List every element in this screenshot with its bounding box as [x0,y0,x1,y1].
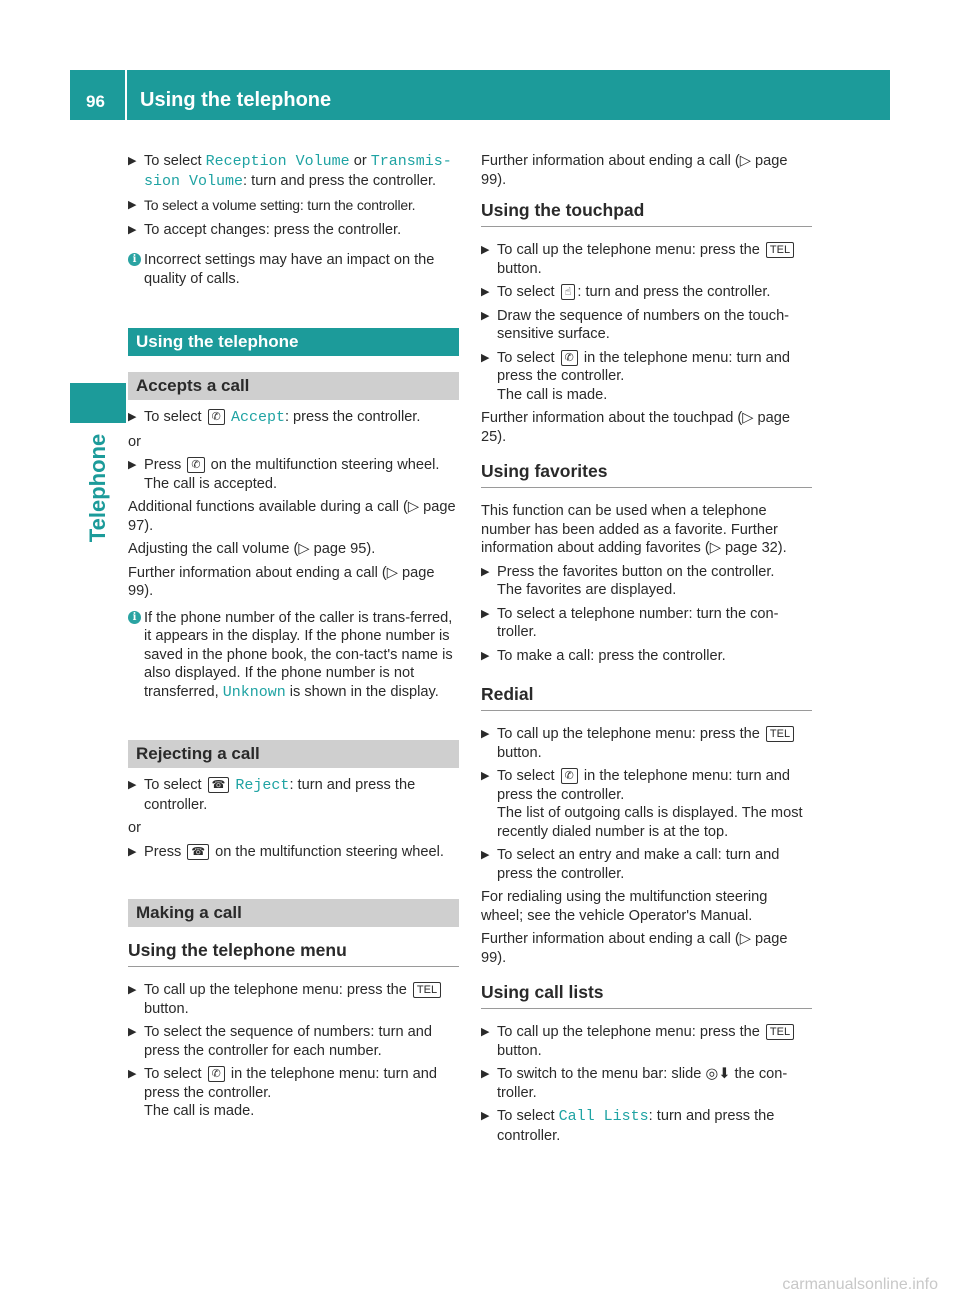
info-note: i Incorrect settings may have an impact on the quality of calls. [128,251,459,288]
step-arrow-icon: ▶ [481,565,490,578]
phone-icon: ✆ [561,350,578,366]
page-title: Using the telephone [140,89,332,111]
section-band: Using the telephone [128,328,459,356]
step-arrow-icon: ▶ [128,155,137,167]
step-arrow-icon: ▶ [128,223,137,236]
phone-button-icon: ✆ [187,457,204,473]
step-arrow-icon: ▶ [481,849,490,861]
display-text-unknown: Unknown [222,683,286,701]
info-icon: i [128,611,141,624]
step: ▶ To call up the telephone menu: press the TEL button. [481,241,812,278]
right-column: Further information about ending a call (▷ page 99). Using the touchpad ▶ To call up the telephone menu: press the TEL button. ▶ To select ☝ : turn and press the controller. ▶ Draw the sequence of numbers on the touch-sensitive surface. ▶ To select ✆ in the telephone menu: turn and press the controller. The call is made. Further information about the touchpad (▷ page 25). Using favorites This function can be used when a telephone number has been added as a favorite. Further information about adding favorites (▷ page 32). ▶ Press the favorites button on the controller. The favorites are displayed. ▶ To select a telephone number: turn the con-troller. ▶ To make a call: press the controller. Redial ▶ To call up the telephone menu: press the TEL button. ▶ To select ✆ in the telephone menu: turn and press the controller. The list of outgoing calls is displayed. The most recently dialed number is at the top. ▶ To select an entry and make a call: turn and press the controller. For redialing using the multifunction steering wheel; see the vehicle Operator's Manual. Further information about ending a call (▷ page 99). Using call lists ▶ To call up the telephone menu: press the TEL button. ▶ To switch to the menu bar: slide ◎⬇ the con-troller. ▶ To select Call Lists: turn and press the controller. [481,152,812,1150]
menu-item-accept: Accept [230,409,285,426]
step-arrow-icon: ▶ [481,728,490,740]
step: ▶ To select a volume setting: turn the controller. [128,197,416,213]
menu-item-transmission-volume: Transmis- [370,153,452,170]
step: ▶ Press ☎ on the multifunction steering wheel. [128,843,444,860]
phone-icon: ✆ [561,768,578,784]
touchpad-icon: ☝ [561,284,576,300]
step-arrow-icon: ▶ [481,286,490,298]
section-heading: Redial [481,683,812,711]
step-arrow-icon: ▶ [128,1026,137,1038]
menu-item-call-lists: Call Lists [558,1108,649,1125]
step-arrow-icon: ▶ [128,1068,137,1080]
controller-slide-down-icon: ◎⬇ [705,1066,731,1082]
subsection-band: Rejecting a call [128,740,459,768]
subsection-band: Making a call [128,899,459,927]
step: ▶ To select Reception Volume or Transmis- sion Volume: turn and press the controller. [128,153,452,190]
step: ▶ To select ✆ in the telephone menu: turn and press the controller. The call is made. [128,1066,438,1119]
section-tab-marker [70,383,126,423]
step-arrow-icon: ▶ [481,770,490,782]
step-arrow-icon: ▶ [481,1068,490,1080]
step-arrow-icon: ▶ [128,779,137,791]
section-label: Telephone [85,433,110,543]
step: ▶ To call up the telephone menu: press the TEL button. [481,1023,812,1060]
step: ▶ Draw the sequence of numbers on the touch-sensitive surface. [481,307,790,342]
hang-up-icon: ☎ [208,777,230,793]
step-arrow-icon: ▶ [481,351,490,364]
section-heading: Using the telephone menu [128,939,459,967]
step: ▶ Press the favorites button on the controller. The favorites are displayed. [481,563,775,598]
subsection-band: Accepts a call [128,372,459,400]
step: ▶ To make a call: press the controller. [481,647,726,664]
step-arrow-icon: ▶ [481,607,490,620]
step: ▶ To accept changes: press the controller. [128,221,402,238]
step: ▶ To select an entry and make a call: turn and press the controller. [481,847,780,882]
step: ▶ To select ✆ in the telephone menu: turn and press the controller. The call is made. [481,349,791,403]
step-arrow-icon: ▶ [481,649,490,662]
page-number: 96 [86,92,105,111]
hang-up-button-icon: ☎ [187,844,209,860]
menu-item-reception-volume: Reception Volume [205,153,350,170]
header-divider [125,70,127,120]
tel-button-icon: TEL [766,1024,794,1040]
info-note: i If the phone number of the caller is trans-ferred, it appears in the display. If the phone number is saved in the phone book, the con-tact's name is also displayed. If the phone number is not transferred, Unknown is shown in the display. [128,609,459,703]
step-arrow-icon: ▶ [481,244,490,256]
step-arrow-icon: ▶ [481,1110,490,1122]
left-column: ▶ To select Reception Volume or Transmis- sion Volume: turn and press the controller. ▶ To select a volume setting: turn the controller. ▶ To accept changes: press the controller. i Incorrect settings may have an impact on the quality of calls. Using the telephone Accepts a call ▶ To select ✆ Accept: press the controller. or ▶ Press ✆ on the multifunction steering wheel. The call is accepted. Additional functions available during a call (▷ page 97). Adjusting the call volume (▷ page 95). Further information about ending a call (▷ page 99). i If the phone number of the caller is trans-ferred, it appears in the display. If the phone number is saved in the phone book, the con-tact's name is also displayed. If the phone number is not transferred, Unknown is shown in the display. Rejecting a call ▶ To select ☎ Reject: turn and press the controller. or ▶ Press ☎ on the multifunction steering wheel. Making a call Using the telephone menu ▶ To call up the telephone menu: press the TEL button. ▶ To select the sequence of numbers: turn and press the controller for each number. ▶ To select ✆ in the telephone menu: turn and press the controller. The call is made. [128,152,459,1126]
step: ▶ To call up the telephone menu: press the TEL button. [128,981,459,1018]
watermark-url: carmanualsonline.info [782,1276,938,1293]
section-heading: Using the touchpad [481,199,812,227]
tel-button-icon: TEL [766,726,794,742]
step: ▶ To select Call Lists: turn and press the controller. [481,1108,775,1144]
step-arrow-icon: ▶ [128,459,137,471]
tel-button-icon: TEL [766,242,794,258]
phone-icon: ✆ [208,1066,225,1082]
step: ▶ To call up the telephone menu: press the TEL button. [481,725,812,762]
info-icon: i [128,253,141,266]
step: ▶ To select a telephone number: turn the con-troller. [481,605,779,640]
step: ▶ To select ☎ Reject: turn and press the controller. [128,777,416,813]
step-arrow-icon: ▶ [128,845,137,858]
phone-icon: ✆ [208,409,225,425]
section-heading: Using favorites [481,460,812,488]
step-arrow-icon: ▶ [128,411,137,423]
tel-button-icon: TEL [413,982,441,998]
step-arrow-icon: ▶ [128,199,137,211]
step: ▶ To select ✆ Accept: press the controller. [128,409,421,426]
step-arrow-icon: ▶ [481,309,490,322]
step: ▶ To switch to the menu bar: slide ◎⬇ the con-troller. [481,1066,788,1101]
menu-item-reject: Reject [235,777,290,794]
step: ▶ Press ✆ on the multifunction steering wheel. The call is accepted. [128,457,440,492]
step: ▶ To select the sequence of numbers: turn and press the controller for each number. [128,1024,432,1059]
section-heading: Using call lists [481,981,812,1009]
step-arrow-icon: ▶ [128,984,137,996]
step: ▶ To select ✆ in the telephone menu: turn and press the controller. The list of outgoing calls is displayed. The most recently dialed number is at the top. [481,768,803,840]
step: ▶ To select ☝ : turn and press the controller. [481,284,771,300]
step-arrow-icon: ▶ [481,1026,490,1038]
